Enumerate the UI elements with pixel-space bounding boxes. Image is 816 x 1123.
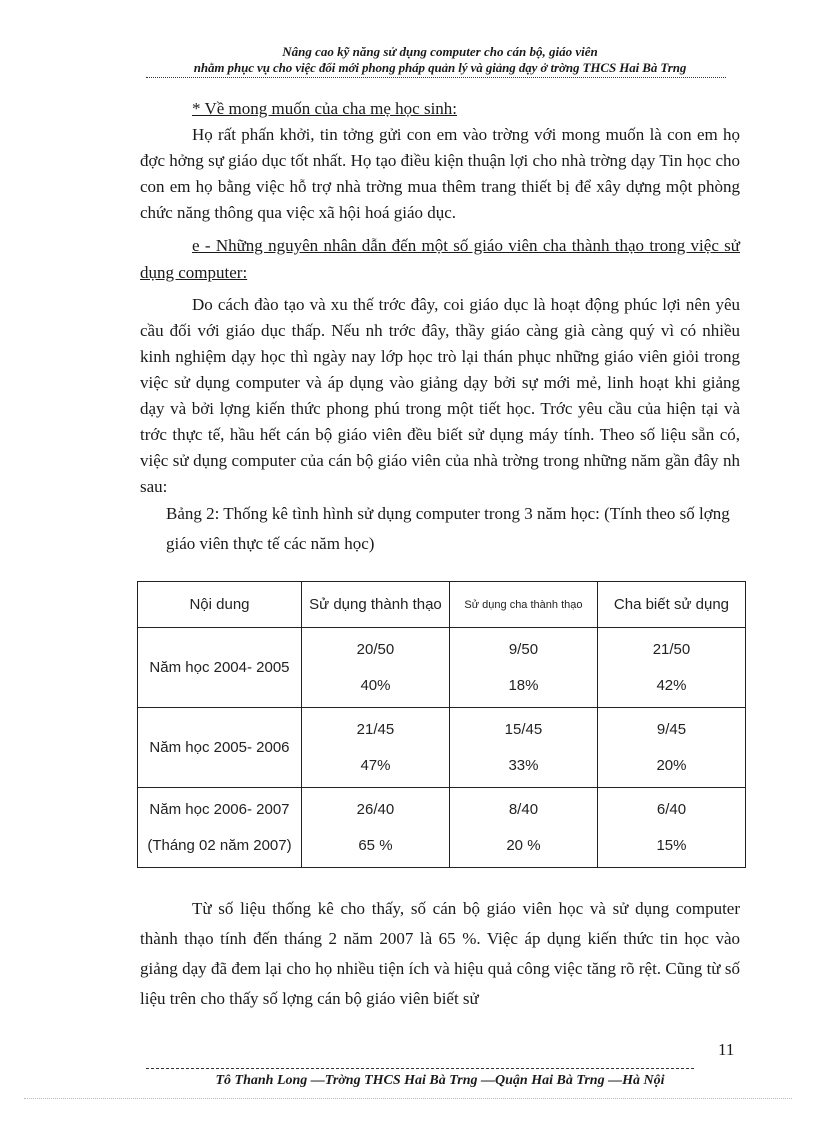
row-label <box>138 628 302 708</box>
table-cell <box>301 708 449 788</box>
table-row <box>138 708 746 788</box>
table-cell <box>597 788 745 868</box>
cell-count: 8/40 <box>508 800 539 818</box>
cell-percent: 20 % <box>506 836 541 854</box>
paragraph: Họ rất phấn khởi, tin tởng gửi con em vào trờng với mong muốn là con em họ đợc hởng sự giáo dục tốt nhất. Họ tạo điều kiện thuận lợi cho nhà trờng dạy Tin học cho con em họ bằng việc hỗ trợ nhà trờng mua thêm trang thiết bị để xây dựng một phòng chức năng thông qua việc xã hội hoá giáo dục. <box>140 125 740 222</box>
table-cell <box>449 708 597 788</box>
header-content: Nội dung <box>138 582 302 628</box>
conclusion <box>140 894 740 1014</box>
cell-percent: 33% <box>508 756 539 774</box>
usage-table <box>137 581 746 868</box>
footer-divider <box>146 1068 694 1069</box>
header-not-proficient: Sử dụng cha thành thạo <box>449 582 597 628</box>
row-label-line: (Tháng 02 năm 2007) <box>147 836 292 854</box>
header-divider <box>146 77 726 78</box>
header-line-1: Nâng cao kỹ năng sử dụng computer cho cán bộ, giáo viên <box>282 44 598 59</box>
cell-percent: 20% <box>656 756 687 774</box>
section-causes <box>140 232 740 500</box>
section-parents <box>140 96 740 226</box>
page-footer: Tô Thanh Long —Trờng THCS Hai Bà Trng —Quận Hai Bà Trng —Hà Nội <box>215 1073 665 1088</box>
header-proficient: Sử dụng thành thạo <box>301 582 449 628</box>
cell-count: 26/40 <box>356 800 395 818</box>
section-heading-text: * Về mong muốn của cha mẹ học sinh: <box>192 99 458 118</box>
cell-count: 9/45 <box>656 720 687 738</box>
paragraph: Do cách đào tạo và xu thế trớc đây, coi giáo dục là hoạt động phúc lợi nên yêu cầu đối với giáo dục thấp. Nếu nh trớc đây, thầy giáo càng già càng quý vì có nhiều kinh nghiệm dạy học thì ngày nay lớp học trò lại thán phục những giáo viên giỏi trong việc sử dụng computer và áp dụng vào giảng dạy bởi sự mới mẻ, linh hoạt khi giảng dạy và bởi lợng kiến thức phong phú trong một tiết học. Trớc yêu cầu của hiện tại và trớc thực tế, hầu hết cán bộ giáo viên đều biết sử dụng máy tính. Theo số liệu sẵn có, việc sử dụng computer của cán bộ giáo viên của nhà trờng trong những năm gần đây nh sau: <box>140 295 740 496</box>
section-heading: e - Những nguyên nhân dẫn đến một số giáo viên cha thành thạo trong việc sử dụng computer: <box>140 236 740 282</box>
header-line-2: nhằm phục vụ cho việc đổi mới phong pháp quản lý và giảng dạy ở trờng THCS Hai Bà Trng <box>193 60 687 75</box>
table-cell <box>597 708 745 788</box>
table-cell <box>301 628 449 708</box>
page-bottom-rule <box>24 1098 792 1099</box>
table-cell <box>449 628 597 708</box>
table-cell <box>301 788 449 868</box>
table-cell <box>597 628 745 708</box>
row-label-line: Năm học 2004- 2005 <box>149 658 290 676</box>
paragraph: Từ số liệu thống kê cho thấy, số cán bộ giáo viên học và sử dụng computer thành thạo tính đến tháng 2 năm 2007 là 65 %. Việc áp dụng kiến thức tin học vào giảng dạy đã đem lại cho họ nhiều tiện ích và hiệu quả công việc tăng rõ rệt. Cũng từ số liệu trên cho thấy số lợng cán bộ giáo viên biết sử <box>140 899 740 1008</box>
cell-percent: 42% <box>656 676 687 694</box>
cell-percent: 15% <box>656 836 687 854</box>
cell-percent: 18% <box>508 676 539 694</box>
table-header-row <box>138 582 746 628</box>
table-caption: Bảng 2: Thống kê tình hình sử dụng computer trong 3 năm học: (Tính theo số lợng giáo viên thực tế các năm học) <box>166 504 730 553</box>
table-row <box>138 788 746 868</box>
cell-count: 6/40 <box>656 800 687 818</box>
table-cell <box>449 788 597 868</box>
cell-percent: 40% <box>360 676 391 694</box>
cell-count: 9/50 <box>508 640 539 658</box>
cell-percent: 47% <box>360 756 391 774</box>
row-label <box>138 788 302 868</box>
page-number: 11 <box>718 1040 735 1059</box>
row-label-line: Năm học 2006- 2007 <box>149 800 290 818</box>
cell-count: 15/45 <box>504 720 543 738</box>
row-label <box>138 708 302 788</box>
page-header <box>140 44 740 76</box>
section-heading <box>140 96 740 122</box>
table-row <box>138 628 746 708</box>
cell-count: 21/45 <box>356 720 395 738</box>
cell-count: 21/50 <box>652 640 691 658</box>
header-cannot-use: Cha biết sử dụng <box>597 582 745 628</box>
cell-count: 20/50 <box>356 640 395 658</box>
row-label-line: Năm học 2005- 2006 <box>149 738 290 756</box>
cell-percent: 65 % <box>358 836 393 854</box>
